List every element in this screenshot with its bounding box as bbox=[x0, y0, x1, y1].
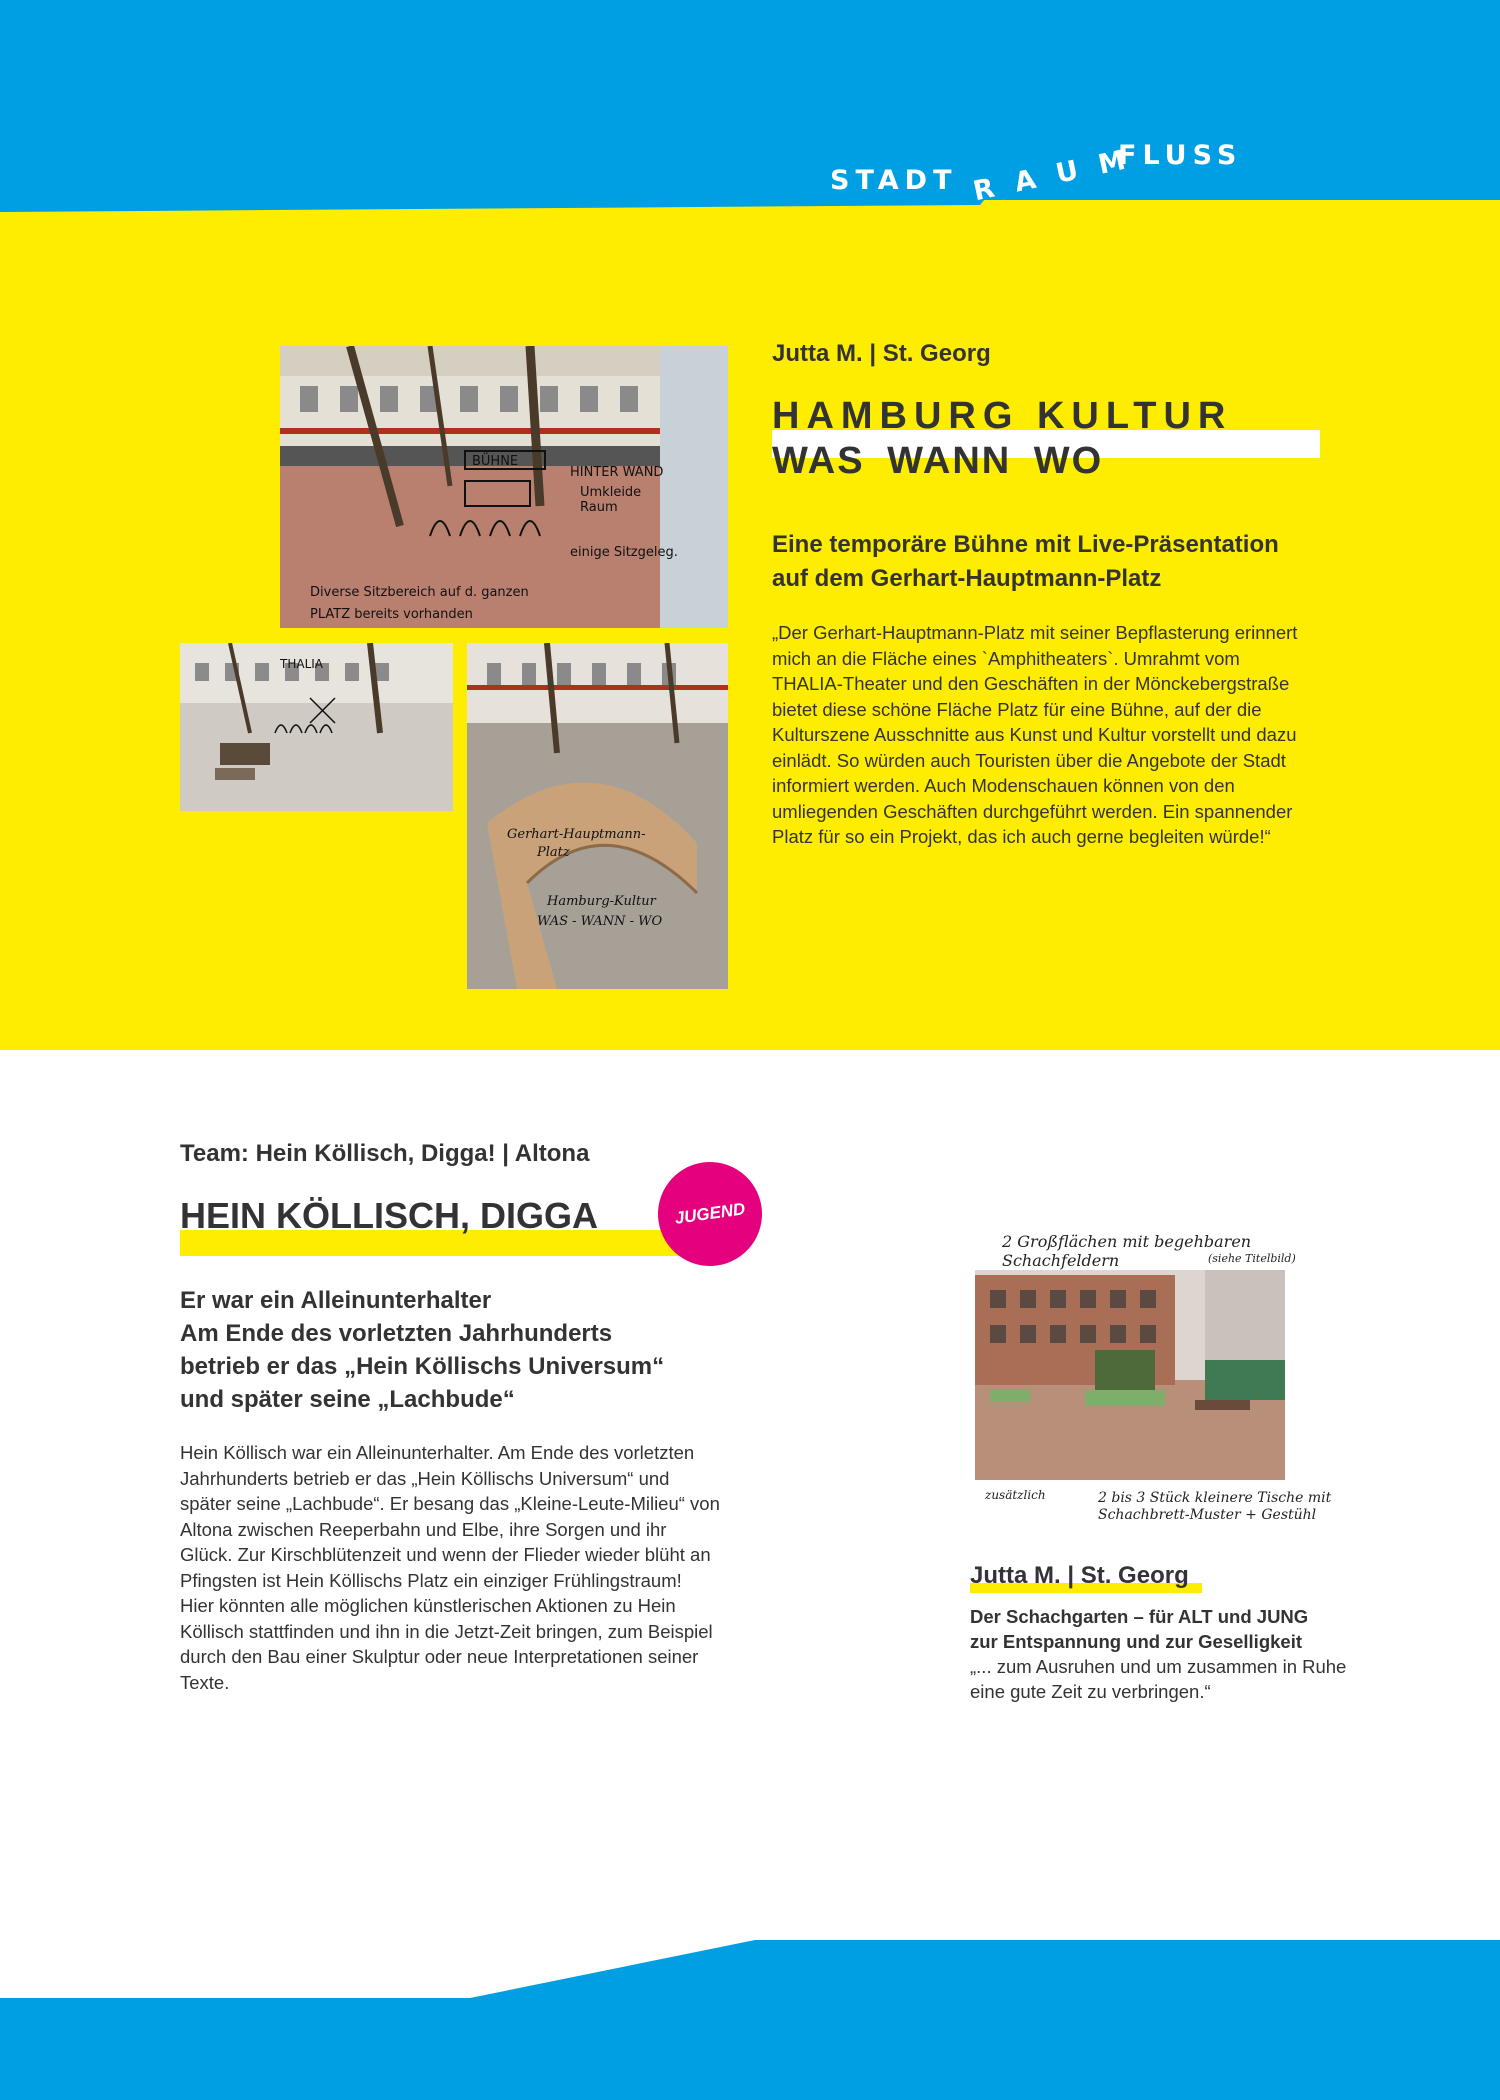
schachgarten-subhead bbox=[970, 1604, 1350, 1654]
top-title bbox=[772, 395, 1232, 483]
logo-part-fluss: FLUSS bbox=[1118, 140, 1243, 171]
footer-band bbox=[0, 1940, 1500, 2100]
schachgarten-author: Jutta M. | St. Georg bbox=[970, 1562, 1189, 1589]
logo-part-stadt: STADT bbox=[830, 165, 958, 196]
schachgarten-body: „... zum Ausruhen und um zusammen in Ruhe eine gute Zeit zu verbringen.“ bbox=[970, 1656, 1347, 1702]
hein-koellisch-subhead bbox=[180, 1284, 740, 1416]
sketch-bottom-right-note: 2 bis 3 Stück kleinere Tische mit Schachbrett-Muster + Gestühl bbox=[1098, 1490, 1332, 1523]
sketch-top-note: 2 Großflächen mit begehbaren Schachfeldern bbox=[1002, 1232, 1252, 1270]
subhead-line: und später seine „Lachbude“ bbox=[180, 1386, 515, 1413]
jugend-badge: JUGEND bbox=[651, 1155, 768, 1272]
team-name: Team: Hein Köllisch, Digga! | Altona bbox=[180, 1140, 590, 1167]
svg-text:WAS - WANN - WO: WAS - WANN - WO bbox=[537, 914, 663, 929]
header-wave-shape bbox=[0, 0, 1500, 260]
photo-thalia-square bbox=[180, 643, 453, 811]
svg-text:Platz: Platz bbox=[537, 845, 570, 860]
top-title-line1: HAMBURG KULTUR bbox=[772, 395, 1233, 437]
top-body-text: „Der Gerhart-Hauptmann-Platz mit seiner Bepflasterung erinnert mich an die Fläche eines `Amphitheaters`. Umrahmt vom THALIA-Theater und den Geschäften in der Mönckebergstraße bietet diese schöne Fläche Platz für eine Bühne, auf der die Kulturszene Ausschnitte aus Kunst und Kultur vorstellt und dazu einlädt. So würden auch Touristen über die Angebote der Stadt informiert werden. Auch Modenschauen können von den umliegenden Geschäften durchgeführt werden. Ein spannender Platz für so ein Projekt, das ich auch gerne begleiten würde!“ bbox=[772, 622, 1298, 847]
subhead-line: Er war ein Alleinunterhalter bbox=[180, 1287, 492, 1314]
svg-text:einige Sitzgeleg.: einige Sitzgeleg. bbox=[570, 545, 678, 560]
svg-text:BÜHNE: BÜHNE bbox=[472, 454, 519, 469]
svg-text:Gerhart-Hauptmann-: Gerhart-Hauptmann- bbox=[507, 827, 646, 842]
svg-text:Umkleide: Umkleide bbox=[580, 485, 642, 500]
top-title-line2: WAS WANN WO bbox=[772, 440, 1104, 482]
svg-text:HINTER WAND: HINTER WAND bbox=[570, 465, 664, 480]
photo-round-bench bbox=[467, 643, 728, 989]
top-author: Jutta M. | St. Georg bbox=[772, 340, 991, 367]
subhead-line: Am Ende des vorletzten Jahrhunderts bbox=[180, 1320, 613, 1347]
photo-schachgarten-site bbox=[975, 1270, 1285, 1480]
schachgarten-subhead-line1: Der Schachgarten – für ALT und JUNG bbox=[970, 1606, 1309, 1627]
top-subhead bbox=[772, 528, 1332, 596]
svg-text:Hamburg-Kultur: Hamburg-Kultur bbox=[547, 894, 656, 909]
logo-stadtraumfluss bbox=[830, 140, 1250, 210]
hein-koellisch-body: Hein Köllisch war ein Alleinunterhalter. Am Ende des vorletzten Jahrhunderts betrieb er das „Hein Köllischs Universum“ und später seine „Lachbude“. Er besang das „Kleine-Leute-Milieu“ von Altona zwischen Reeperbahn und Elbe, ihre Sorgen und ihr Glück. Zur Kirschblütenzeit und wenn der Flieder wieder blüht an Pfingsten ist Hein Köllischs Platz ein einziger Frühlingstraum! Hier könnten alle möglichen künstlerischen Aktionen zu Hein Köllisch stattfinden und ihn in die Jetzt-Zeit bringen, zum Beispiel durch den Bau einer Skulptur oder neue Interpretationen seiner Texte. bbox=[180, 1442, 720, 1693]
top-subhead-line1: Eine temporäre Bühne mit Live-Präsentation bbox=[772, 531, 1279, 558]
schachgarten-subhead-line2: zur Entspannung und zur Geselligkeit bbox=[970, 1631, 1302, 1652]
svg-text:Diverse Sitzbereich auf d. gan: Diverse Sitzbereich auf d. ganzen bbox=[310, 585, 529, 600]
sketch-top-subnote: (siehe Titelbild) bbox=[1208, 1252, 1296, 1265]
subhead-line: betrieb er das „Hein Köllischs Universum“ bbox=[180, 1353, 665, 1380]
top-subhead-line2: auf dem Gerhart-Hauptmann-Platz bbox=[772, 565, 1162, 592]
svg-text:THALIA: THALIA bbox=[280, 657, 323, 671]
sketch-bottom-left-note: zusätzlich bbox=[985, 1488, 1046, 1502]
photo-gerhart-hauptmann-platz-sketch bbox=[280, 346, 728, 628]
hein-koellisch-title: HEIN KÖLLISCH, DIGGA bbox=[180, 1195, 599, 1236]
logo-part-raum: R A U M bbox=[970, 143, 1135, 208]
svg-text:Raum: Raum bbox=[580, 500, 618, 515]
svg-text:PLATZ bereits vorhanden: PLATZ bereits vorhanden bbox=[310, 607, 473, 622]
